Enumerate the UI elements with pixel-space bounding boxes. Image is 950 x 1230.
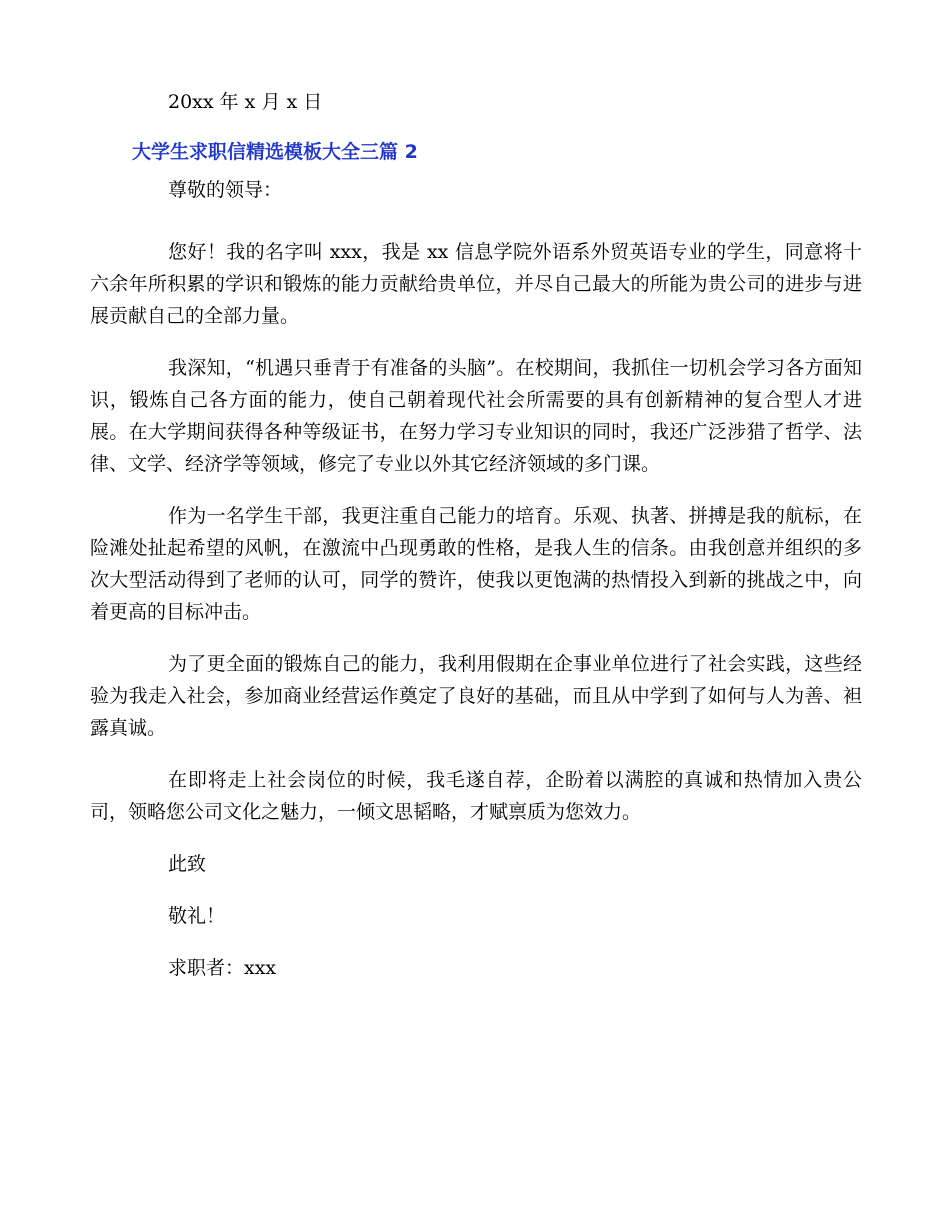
letter-body <box>90 86 862 984</box>
paragraph-2: 我深知，“机遇只垂青于有准备的头脑”。在校期间，我抓住一切机会学习各方面知识，锻炼自己各方面的能力，使自己朝着现代社会所需要的具有创新精神的复合型人才进展。在大学期间获得各种等级证书，在努力学习专业知识的同时，我还广泛涉猎了哲学、法律、文学、经济学等领域，修完了专业以外其它经济领域的多门课。 <box>90 357 862 475</box>
paragraph-1: 您好！我的名字叫 xxx，我是 xx 信息学院外语系外贸英语专业的学生，同意将十六余年所积累的学识和锻炼的能力贡献给贵单位，并尽自己最大的所能为贵公司的进步与进展贡献自己的全部力量。 <box>90 241 862 327</box>
salutation: 尊敬的领导： <box>168 179 283 201</box>
paragraph-3: 作为一名学生干部，我更注重自己能力的培育。乐观、执著、拼搏是我的航标，在险滩处扯起希望的风帆，在激流中凸现勇敢的性格，是我人生的信条。由我创意并组织的多次大型活动得到了老师的认可，同学的赞许，使我以更饱满的热情投入到新的挑战之中，向着更高的目标冲击。 <box>90 505 862 623</box>
closing-line-1: 此致 <box>168 853 207 875</box>
signature-line: 求职者：xxx <box>168 957 277 979</box>
paragraph-5: 在即将走上社会岗位的时候，我毛遂自荐，企盼着以满腔的真诚和热情加入贵公司，领略您公司文化之魅力，一倾文思韬略，才赋禀质为您效力。 <box>90 769 862 823</box>
section-heading: 大学生求职信精选模板大全三篇 2 <box>132 141 418 163</box>
closing-line-2: 敬礼！ <box>168 905 226 927</box>
date-line: 20xx 年 x 月 x 日 <box>168 91 323 113</box>
paragraph-4: 为了更全面的锻炼自己的能力，我利用假期在企事业单位进行了社会实践，这些经验为我走入社会，参加商业经营运作奠定了良好的基础，而且从中学到了如何与人为善、袒露真诚。 <box>90 653 862 739</box>
